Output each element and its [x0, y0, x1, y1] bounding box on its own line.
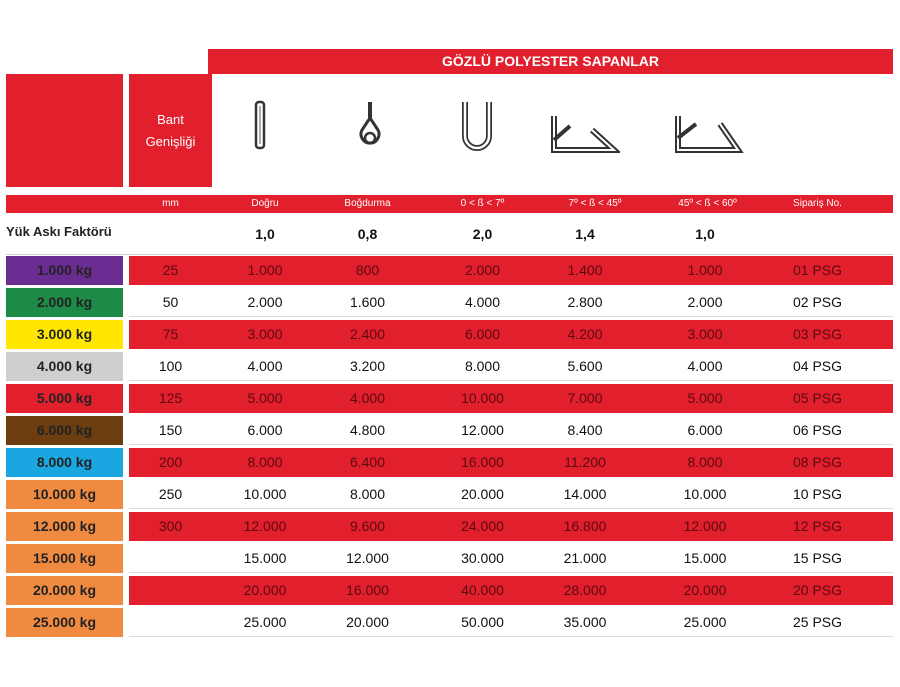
cell-bogdurma: 16.000 — [346, 582, 389, 598]
capacity-label: 8.000 kg — [6, 448, 123, 477]
cell-dogru: 12.000 — [243, 518, 287, 534]
cell-angle-0-7: 16.000 — [461, 454, 504, 470]
cell-angle-7-45: 35.000 — [563, 614, 607, 630]
cell-dogru: 1.000 — [247, 262, 283, 278]
cell-mm: 125 — [158, 390, 183, 406]
cell-dogru: 3.000 — [247, 326, 283, 342]
capacity-label: 20.000 kg — [6, 576, 123, 605]
cell-angle-45-60: 25.000 — [683, 614, 727, 630]
cell-angle-45-60: 1.000 — [687, 262, 723, 278]
capacity-label: 6.000 kg — [6, 416, 123, 445]
cell-angle-0-7: 50.000 — [461, 614, 504, 630]
bant-label-line2: Genişliği — [145, 133, 196, 149]
corner-block — [6, 74, 123, 187]
cell-angle-7-45: 11.200 — [564, 454, 606, 470]
cell-mm: 50 — [162, 294, 179, 310]
header-angle-7-45: 7º < ß < 45º — [568, 198, 622, 209]
header-angle-0-7: 0 < ß < 7º — [460, 198, 505, 209]
cell-angle-7-45: 8.400 — [567, 422, 603, 438]
capacity-label: 10.000 kg — [6, 480, 123, 509]
cell-bogdurma: 20.000 — [346, 614, 389, 630]
capacity-label: 4.000 kg — [6, 352, 123, 381]
cell-angle-0-7: 20.000 — [461, 486, 504, 502]
capacity-label: 1.000 kg — [6, 256, 123, 285]
cell-angle-45-60: 2.000 — [687, 294, 723, 310]
straight-sling-icon — [232, 96, 292, 160]
cell-dogru: 10.000 — [243, 486, 287, 502]
cell-angle-7-45: 16.800 — [563, 518, 607, 534]
cell-dogru: 20.000 — [243, 582, 287, 598]
cell-angle-0-7: 30.000 — [461, 550, 504, 566]
cell-angle-45-60: 15.000 — [683, 550, 727, 566]
cell-angle-45-60: 6.000 — [687, 422, 723, 438]
cell-bogdurma: 3.200 — [349, 358, 386, 374]
cell-mm — [129, 608, 212, 637]
cell-angle-7-45: 5.600 — [567, 358, 603, 374]
cell-dogru: 15.000 — [243, 550, 287, 566]
basket-hitch-angle-45-icon — [548, 110, 620, 156]
cell-angle-45-60: 10.000 — [683, 486, 727, 502]
cell-bogdurma: 1.600 — [349, 294, 386, 310]
cell-siparis-no: 10 PSG — [792, 486, 843, 502]
cell-mm — [129, 576, 212, 605]
cell-angle-0-7: 8.000 — [464, 358, 501, 374]
cell-mm: 300 — [158, 518, 183, 534]
cell-bogdurma: 9.600 — [349, 518, 386, 534]
cell-mm — [129, 544, 212, 573]
cell-angle-0-7: 24.000 — [461, 518, 504, 534]
cell-angle-7-45: 1.400 — [567, 262, 603, 278]
cell-angle-0-7: 40.000 — [461, 582, 504, 598]
cell-dogru: 4.000 — [247, 358, 283, 374]
cell-angle-0-7: 2.000 — [464, 262, 501, 278]
cell-siparis-no: 05 PSG — [792, 390, 843, 406]
capacity-label: 5.000 kg — [6, 384, 123, 413]
cell-angle-45-60: 3.000 — [687, 326, 723, 342]
cell-dogru: 5.000 — [247, 390, 283, 406]
cell-angle-45-60: 5.000 — [687, 390, 723, 406]
basket-hitch-angle-60-icon — [672, 110, 744, 156]
cell-mm: 250 — [158, 486, 183, 502]
basket-hitch-vertical-icon — [447, 96, 507, 160]
factor-angle-45-60: 1,0 — [695, 226, 715, 242]
capacity-label: 15.000 kg — [6, 544, 123, 573]
cell-mm: 25 — [162, 262, 179, 278]
table-title: GÖZLÜ POLYESTER SAPANLAR — [208, 49, 893, 74]
cell-siparis-no: 02 PSG — [792, 294, 843, 310]
header-dogru: Doğru — [251, 198, 279, 209]
cell-bogdurma: 4.000 — [349, 390, 386, 406]
choke-hitch-icon — [340, 96, 400, 160]
cell-angle-7-45: 7.000 — [567, 390, 603, 406]
cell-dogru: 8.000 — [247, 454, 283, 470]
factor-bogdurma: 0,8 — [357, 226, 378, 242]
cell-dogru: 6.000 — [247, 422, 283, 438]
cell-siparis-no: 25 PSG — [792, 614, 843, 630]
cell-angle-0-7: 12.000 — [461, 422, 504, 438]
cell-angle-7-45: 2.800 — [567, 294, 603, 310]
header-angle-45-60: 45º < ß < 60º — [678, 198, 737, 209]
cell-siparis-no: 20 PSG — [792, 582, 843, 598]
cell-bogdurma: 12.000 — [346, 550, 389, 566]
cell-siparis-no: 12 PSG — [792, 518, 843, 534]
cell-angle-0-7: 10.000 — [461, 390, 504, 406]
cell-angle-45-60: 12.000 — [683, 518, 727, 534]
cell-angle-0-7: 4.000 — [464, 294, 501, 310]
cell-angle-45-60: 8.000 — [687, 454, 723, 470]
cell-bogdurma: 4.800 — [349, 422, 386, 438]
cell-angle-0-7: 6.000 — [464, 326, 501, 342]
cell-siparis-no: 15 PSG — [792, 550, 843, 566]
factor-angle-7-45: 1,4 — [575, 226, 595, 242]
capacity-label: 12.000 kg — [6, 512, 123, 541]
cell-bogdurma: 2.400 — [349, 326, 386, 342]
cell-mm: 200 — [158, 454, 183, 470]
bant-genisligi-box — [129, 74, 212, 187]
cell-bogdurma: 8.000 — [349, 486, 386, 502]
factor-dogru: 1,0 — [255, 226, 275, 242]
cell-angle-45-60: 20.000 — [683, 582, 727, 598]
cell-siparis-no: 03 PSG — [792, 326, 843, 342]
cell-angle-7-45: 21.000 — [563, 550, 607, 566]
cell-dogru: 2.000 — [247, 294, 283, 310]
factor-angle-0-7: 2,0 — [472, 226, 493, 242]
cell-siparis-no: 08 PSG — [792, 454, 843, 470]
cell-bogdurma: 6.400 — [349, 454, 386, 470]
cell-angle-7-45: 4.200 — [567, 326, 603, 342]
capacity-label: 2.000 kg — [6, 288, 123, 317]
cell-angle-7-45: 14.000 — [563, 486, 607, 502]
cell-mm: 75 — [162, 326, 179, 342]
header-siparis-no: Sipariş No. — [793, 198, 842, 209]
load-factor-label: Yük Askı Faktörü — [6, 224, 112, 239]
header-mm: mm — [162, 198, 179, 209]
capacity-label: 3.000 kg — [6, 320, 123, 349]
cell-siparis-no: 01 PSG — [792, 262, 843, 278]
capacity-label: 25.000 kg — [6, 608, 123, 637]
cell-dogru: 25.000 — [243, 614, 287, 630]
cell-angle-45-60: 4.000 — [687, 358, 723, 374]
cell-siparis-no: 04 PSG — [792, 358, 843, 374]
cell-mm: 100 — [158, 358, 183, 374]
cell-mm: 150 — [158, 422, 183, 438]
cell-bogdurma: 800 — [355, 262, 380, 278]
bant-label-line1: Bant — [157, 111, 184, 127]
cell-angle-7-45: 28.000 — [563, 582, 607, 598]
cell-siparis-no: 06 PSG — [792, 422, 843, 438]
header-bogdurma: Boğdurma — [344, 198, 391, 209]
